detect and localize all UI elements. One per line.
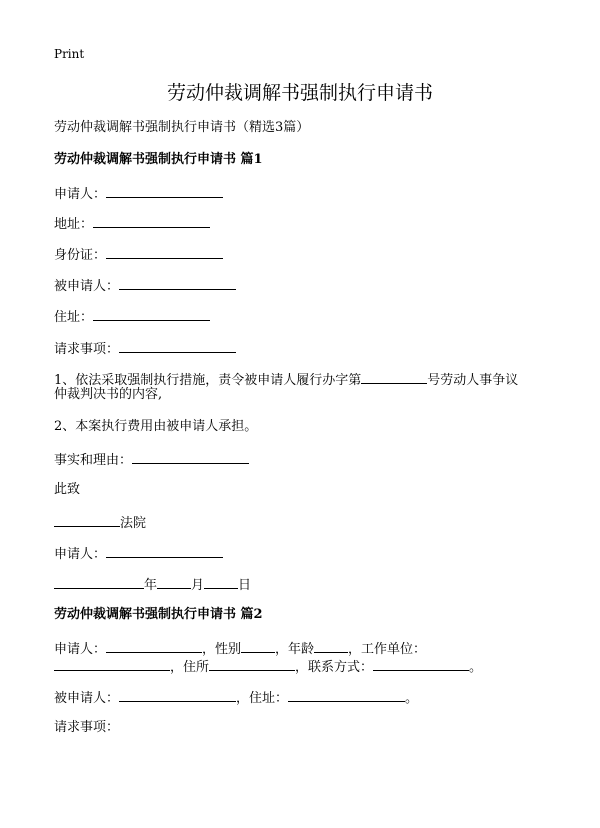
- request-blank[interactable]: [119, 339, 236, 353]
- address-blank[interactable]: [93, 214, 210, 228]
- section2-request-row: 请求事项：: [54, 720, 120, 735]
- s2-age-label: ，年龄: [275, 642, 315, 657]
- day-blank[interactable]: [204, 575, 238, 589]
- month-blank[interactable]: [157, 575, 191, 589]
- section1-item2: 2、本案执行费用由被申请人承担。: [54, 419, 258, 434]
- document-subtitle: 劳动仲裁调解书强制执行申请书（精选3篇）: [54, 120, 310, 135]
- id-card-blank[interactable]: [106, 245, 223, 259]
- respondent-blank[interactable]: [119, 276, 236, 290]
- section1-applicant-sign-row: [54, 544, 223, 564]
- document-title: 劳动仲裁调解书强制执行申请书: [166, 82, 433, 104]
- residence-label: 住址：: [54, 310, 94, 325]
- case-number-blank[interactable]: [361, 370, 427, 384]
- s2-address-blank[interactable]: [288, 688, 405, 702]
- section1-facts-row: [54, 450, 249, 470]
- facts-blank[interactable]: [132, 450, 249, 464]
- s2-gender-label: ，性别: [202, 642, 242, 657]
- section1-respondent-row: [54, 276, 236, 296]
- applicant-sign-blank[interactable]: [106, 544, 223, 558]
- id-card-label: 身份证：: [54, 248, 107, 263]
- court-blank[interactable]: [54, 513, 120, 527]
- section2-respondent-row: [54, 688, 418, 708]
- s2-work-unit-blank[interactable]: [54, 657, 170, 671]
- s2-address-label: ，住址：: [236, 691, 289, 706]
- section1-heading: 劳动仲裁调解书强制执行申请书 篇1: [54, 152, 263, 167]
- court-label: 法院: [120, 516, 147, 531]
- s2-work-unit-label: ，工作单位：: [348, 642, 427, 657]
- s2-respondent-label: 被申请人：: [54, 691, 120, 706]
- s2-contact-label: ，联系方式：: [295, 660, 374, 675]
- section2-applicant-cont-row: [54, 657, 482, 677]
- year-blank[interactable]: [54, 575, 144, 589]
- item1-text-b: 号劳动人事争议: [427, 373, 519, 388]
- s2-respondent-blank[interactable]: [119, 688, 236, 702]
- s2-contact-blank[interactable]: [373, 657, 469, 671]
- applicant-sign-label: 申请人：: [54, 547, 107, 562]
- s2-applicant-blank[interactable]: [106, 639, 202, 653]
- residence-blank[interactable]: [93, 307, 210, 321]
- print-link[interactable]: Print: [54, 47, 85, 61]
- s2-gender-blank[interactable]: [241, 639, 275, 653]
- s2-age-blank[interactable]: [314, 639, 348, 653]
- s2-residence-blank[interactable]: [209, 657, 295, 671]
- address-label: 地址：: [54, 217, 94, 232]
- section1-request-row: [54, 339, 236, 359]
- section2-applicant-row: [54, 639, 426, 659]
- facts-label: 事实和理由：: [54, 453, 133, 468]
- section1-residence-row: [54, 307, 210, 327]
- section1-court-row: [54, 513, 146, 533]
- section1-id-row: [54, 245, 223, 265]
- applicant-label: 申请人：: [54, 187, 107, 202]
- applicant-blank[interactable]: [106, 184, 223, 198]
- section1-address-row: [54, 214, 210, 234]
- s2-period: 。: [469, 660, 483, 675]
- section1-applicant-row: [54, 184, 223, 204]
- request-label: 请求事项：: [54, 342, 120, 357]
- month-label: 月: [191, 578, 205, 593]
- s2-applicant-label: 申请人：: [54, 642, 107, 657]
- section2-heading: 劳动仲裁调解书强制执行申请书 篇2: [54, 607, 263, 622]
- section1-date-row: [54, 575, 251, 595]
- respondent-label: 被申请人：: [54, 279, 120, 294]
- section1-greeting: 此致: [54, 482, 81, 497]
- s2-residence-label: ，住所: [170, 660, 210, 675]
- day-label: 日: [238, 578, 252, 593]
- s2-period2: 。: [405, 691, 419, 706]
- item1-text-a: 1、依法采取强制执行措施，责令被申请人履行办字第: [54, 373, 362, 388]
- section1-item1-cont: 仲裁判决书的内容,: [54, 387, 163, 402]
- year-label: 年: [144, 578, 158, 593]
